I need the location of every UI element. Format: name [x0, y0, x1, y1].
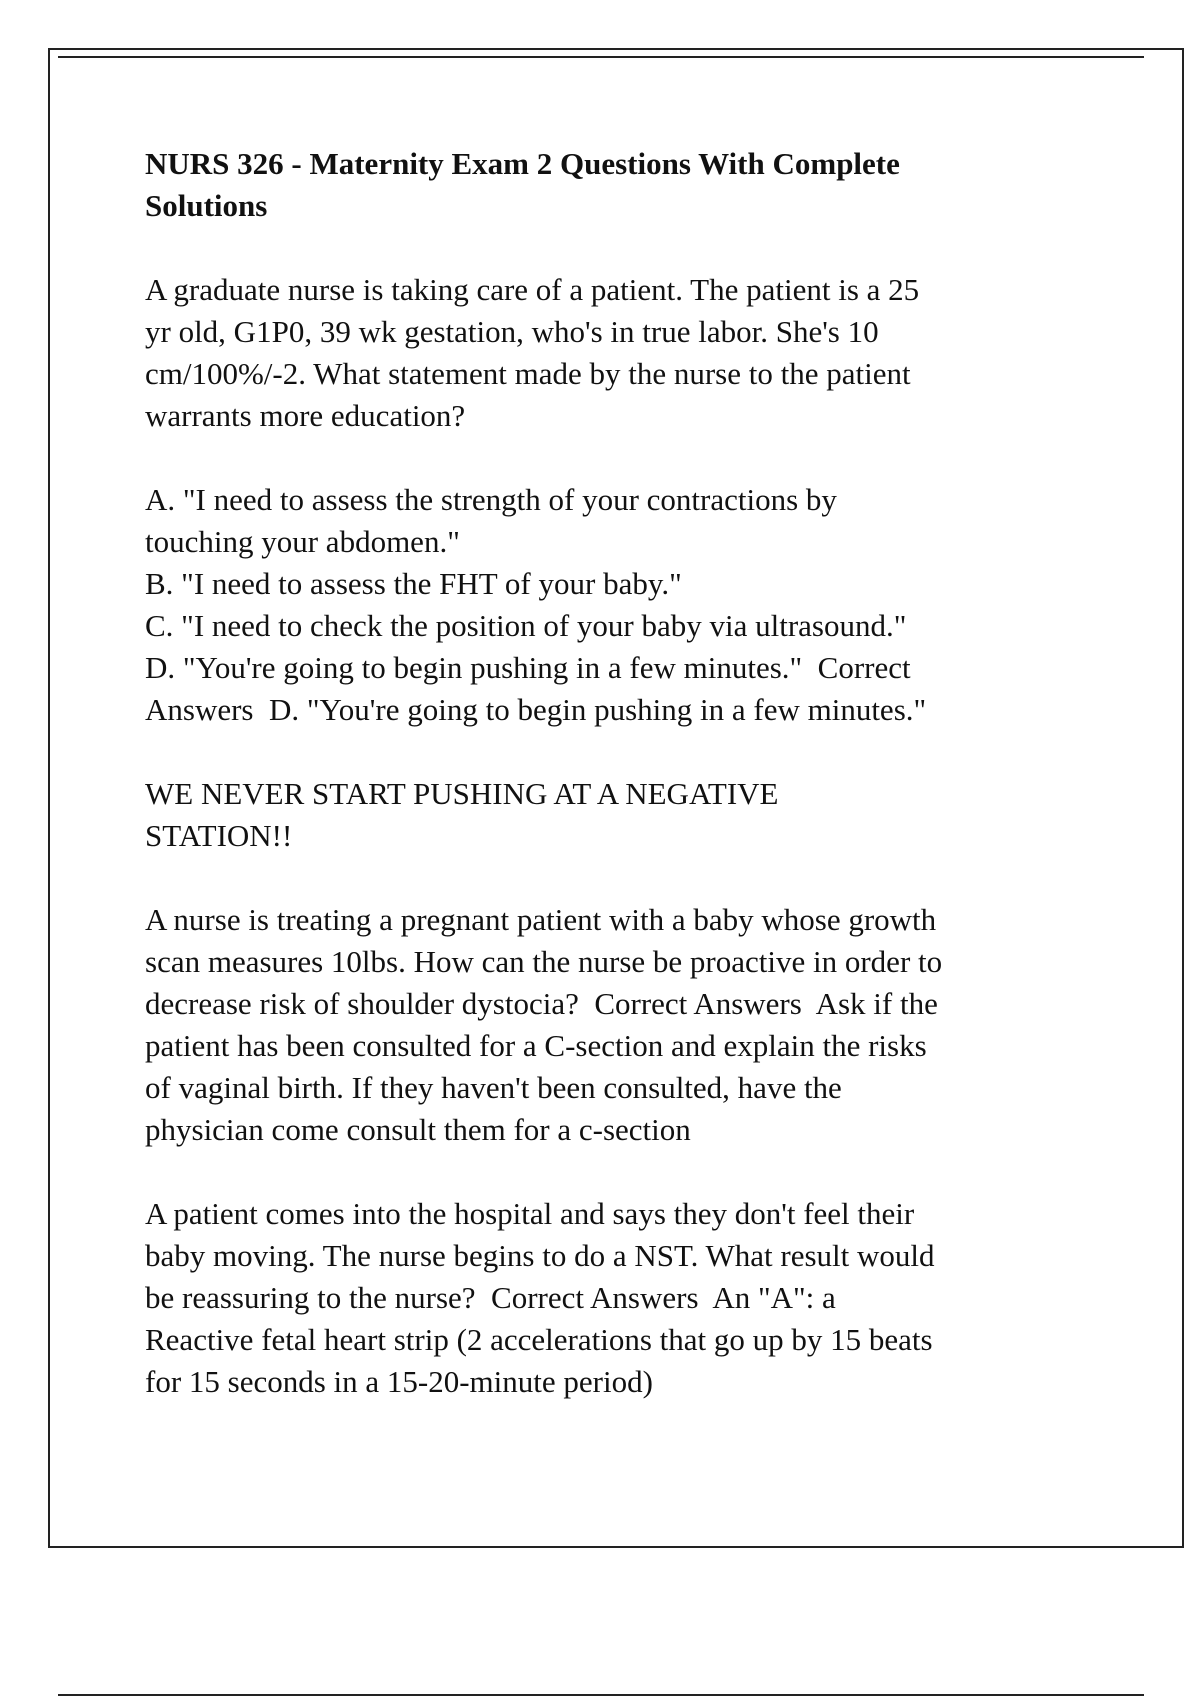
- question-1-options: [145, 479, 1105, 731]
- option-line: C. "I need to check the position of your baby via ultrasound.": [145, 608, 907, 643]
- question-3: [145, 1193, 1105, 1403]
- text-line: WE NEVER START PUSHING AT A NEGATIVE: [145, 776, 779, 811]
- title-line: NURS 326 - Maternity Exam 2 Questions With Complete: [145, 146, 900, 181]
- document-body: [145, 143, 1105, 1445]
- option-line: touching your abdomen.": [145, 524, 460, 559]
- answer-line: Answers D. "You're going to begin pushing in a few minutes.": [145, 692, 927, 727]
- rationale-note: [145, 773, 1105, 857]
- top-rule: [58, 56, 1144, 58]
- text-line: patient has been consulted for a C-section and explain the risks: [145, 1028, 927, 1063]
- text-line: A patient comes into the hospital and says they don't feel their: [145, 1196, 915, 1231]
- text-line: decrease risk of shoulder dystocia? Correct Answers Ask if the: [145, 986, 938, 1021]
- text-line: for 15 seconds in a 15-20-minute period): [145, 1364, 653, 1399]
- text-line: be reassuring to the nurse? Correct Answers An "A": a: [145, 1280, 836, 1315]
- question-2: [145, 899, 1105, 1151]
- text-line: STATION!!: [145, 818, 293, 853]
- text-line: A nurse is treating a pregnant patient with a baby whose growth: [145, 902, 937, 937]
- text-line: Reactive fetal heart strip (2 accelerations that go up by 15 beats: [145, 1322, 933, 1357]
- question-1-stem: [145, 269, 1105, 437]
- text-line: yr old, G1P0, 39 wk gestation, who's in true labor. She's 10: [145, 314, 879, 349]
- option-line: D. "You're going to begin pushing in a few minutes." Correct: [145, 650, 911, 685]
- text-line: cm/100%/-2. What statement made by the nurse to the patient: [145, 356, 911, 391]
- option-line: B. "I need to assess the FHT of your baby.": [145, 566, 682, 601]
- text-line: of vaginal birth. If they haven't been consulted, have the: [145, 1070, 842, 1105]
- option-line: A. "I need to assess the strength of your contractions by: [145, 482, 837, 517]
- bottom-rule: [58, 1694, 1144, 1696]
- text-line: A graduate nurse is taking care of a patient. The patient is a 25: [145, 272, 920, 307]
- title-line: Solutions: [145, 188, 268, 223]
- text-line: warrants more education?: [145, 398, 466, 433]
- document-title: [145, 143, 1105, 227]
- text-line: scan measures 10lbs. How can the nurse be proactive in order to: [145, 944, 943, 979]
- text-line: physician come consult them for a c-section: [145, 1112, 691, 1147]
- text-line: baby moving. The nurse begins to do a NST. What result would: [145, 1238, 935, 1273]
